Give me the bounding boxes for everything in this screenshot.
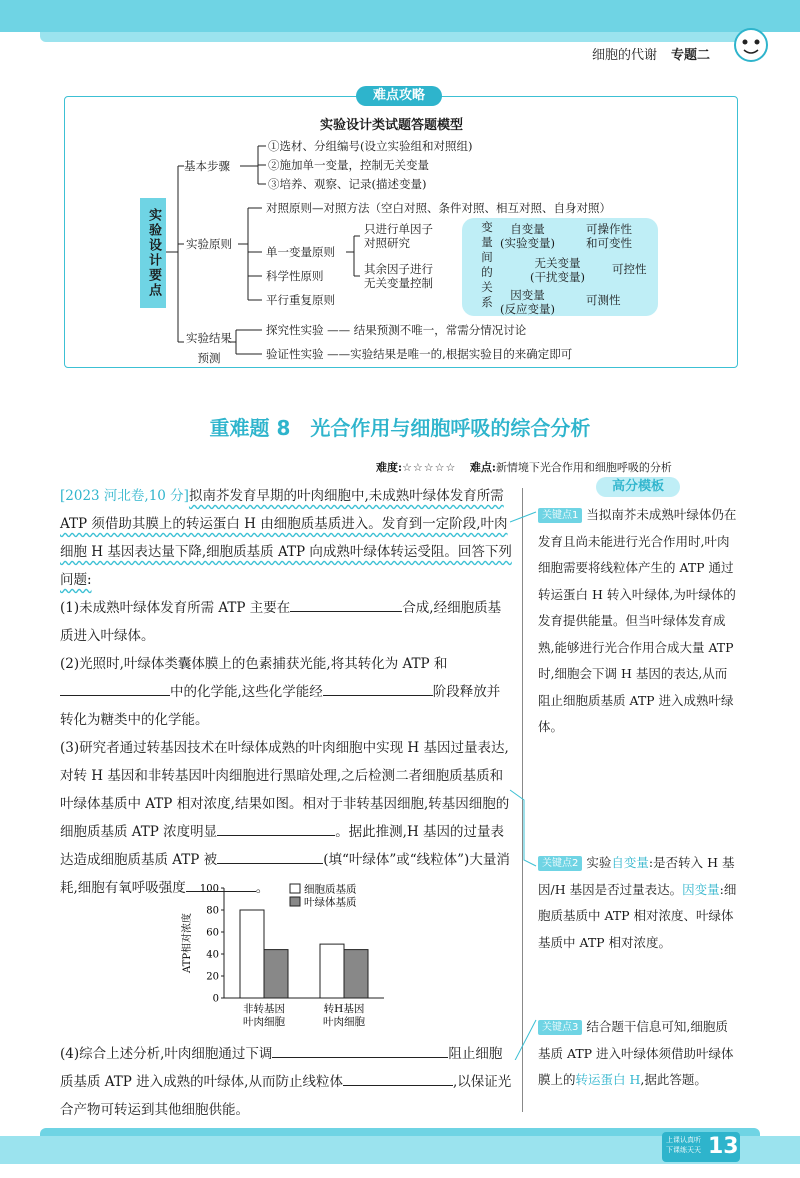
independent-trait-line-1: 可操作性 bbox=[586, 222, 632, 236]
y-tick-label: 100 bbox=[199, 883, 219, 895]
principles-label: 实验原则 bbox=[186, 237, 232, 251]
key-point-2-text-e: :细胞质基质中 ATP 相对浓度、叶绿体基质中 ATP 相对浓度。 bbox=[538, 881, 737, 950]
q2-blank-1[interactable] bbox=[60, 679, 170, 696]
page-number: 13 bbox=[708, 1134, 739, 1159]
model-title: 实验设计类试题答题模型 bbox=[320, 118, 464, 133]
footer-motto bbox=[666, 1135, 701, 1155]
question-4 bbox=[60, 1040, 512, 1124]
y-axis-label: ATP相对浓度 bbox=[182, 912, 193, 974]
x-category-label: 叶肉细胞 bbox=[323, 1016, 365, 1028]
irrelevant-variable-trait: 可控性 bbox=[612, 262, 647, 276]
key-point-2-text-a: 实验 bbox=[586, 855, 612, 870]
connector-lines bbox=[500, 500, 550, 1060]
key-point-1-text: 当拟南芥未成熟叶绿体仍在发育且尚未能进行光合作用时,叶肉细胞需要将线粒体产生的 ATP 通过转运蛋白 H 转入叶绿体,为叶绿体的发育提供能量。但当叶绿体发育成熟,能够进行光合作用合成大量 ATP 时,细胞会下调 H 基因的表达,从而阻止细胞质基质 ATP 进入成熟叶绿体。 bbox=[538, 507, 737, 734]
question-2 bbox=[60, 650, 512, 734]
question-stem-text: 拟南芥发育早期的叶肉细胞中,未成熟叶绿体发育所需 ATP 须借助其膜上的转运蛋白 H 由细胞质基质进入。发育到一定阶段,叶肉细胞 H 基因表达量下降,细胞质基质 ATP 向成熟叶绿体转运受阻。回答下列问题: bbox=[60, 488, 512, 588]
difficulty-stars: ☆☆☆☆☆ bbox=[402, 461, 457, 474]
q1-text-a: (1)未成熟叶绿体发育所需 ATP 主要在 bbox=[60, 600, 291, 616]
key-point-2-text-c: :是否转入 H 基因/H 基因是否过量表达。 bbox=[538, 855, 735, 897]
step-1: ①选材、分组编号(设立实验组和对照组) bbox=[268, 139, 473, 153]
chapter-title: 细胞的代谢 bbox=[592, 48, 658, 63]
topic-label: 专题二 bbox=[671, 48, 711, 63]
key-point-2-badge: 关键点2 bbox=[538, 856, 582, 871]
q2-text-a: (2)光照时,叶绿体类囊体膜上的色素捕获光能,将其转化为 ATP 和 bbox=[60, 656, 448, 672]
question-1 bbox=[60, 594, 512, 650]
predict-label bbox=[186, 328, 232, 368]
predict-line-1: 实验结果 bbox=[186, 331, 232, 345]
difficult-tag: 难点攻略 bbox=[356, 86, 442, 106]
step-2: ②施加单一变量，控制无关变量 bbox=[268, 158, 429, 172]
step-3: ③培养、观察、记录(描述变量) bbox=[268, 177, 427, 191]
q3-text-c: (填“叶绿体”或“线粒体”)大量消耗,细胞有氧呼吸强度 bbox=[60, 852, 510, 896]
q1-blank[interactable] bbox=[290, 595, 402, 612]
single-variable-principle: 单一变量原则 bbox=[266, 245, 335, 259]
repeat-principle: 平行重复原则 bbox=[266, 293, 335, 307]
key-point-3-highlight: 转运蛋白 H bbox=[575, 1072, 641, 1087]
bar-cytoplasm-1 bbox=[320, 944, 344, 998]
y-tick-label: 40 bbox=[206, 949, 219, 961]
key-point-2-independent: 自变量 bbox=[611, 855, 649, 870]
irrelevant-variable bbox=[530, 256, 585, 284]
difficulty-point: 新情境下光合作用和细胞呼吸的分析 bbox=[495, 461, 672, 474]
single-factor-line-1: 只进行单因子 bbox=[364, 222, 433, 236]
q4-text-b: 阻止细胞质基质 ATP 进入成熟的叶绿体,从而防止线粒体 bbox=[60, 1046, 503, 1090]
key-point-2-dependent: 因变量 bbox=[682, 881, 720, 897]
y-tick-label: 20 bbox=[206, 971, 219, 983]
independent-trait-line-2: 和可变性 bbox=[586, 236, 632, 250]
key-point-3-text-a: 结合题干信息可知,细胞质基质 ATP 进入叶绿体须借助叶绿体膜上的 bbox=[538, 1019, 734, 1087]
question-stem bbox=[60, 482, 512, 594]
q4-blank-2[interactable] bbox=[343, 1069, 453, 1086]
difficulty-line bbox=[376, 459, 672, 475]
y-tick-label: 80 bbox=[206, 905, 219, 917]
predict-line-2: 预测 bbox=[197, 351, 221, 365]
bar-cytoplasm-0 bbox=[240, 910, 264, 998]
dependent-variable bbox=[500, 288, 555, 316]
x-category-label: 叶肉细胞 bbox=[243, 1016, 285, 1028]
q2-text-c: 阶段释放并转化为糖类中的化学能。 bbox=[60, 684, 501, 728]
footer-motto-line-2: 下课练天天 bbox=[666, 1146, 701, 1154]
dependent-variable-trait: 可测性 bbox=[586, 293, 621, 307]
main-title: 重难题 8 光合作用与细胞呼吸的综合分析 bbox=[209, 416, 591, 440]
key-point-2 bbox=[538, 850, 738, 956]
q4-text-c: ,以保证光合产物可转运到其他细胞供能。 bbox=[60, 1074, 512, 1118]
irrelevant-control-note bbox=[364, 262, 433, 290]
control-principle: 对照原则—对照方法（空白对照、条件对照、相互对照、自身对照） bbox=[266, 201, 611, 215]
q2-text-b: 中的化学能,这些化学能经 bbox=[170, 684, 323, 700]
independent-variable bbox=[500, 222, 555, 250]
key-point-1 bbox=[538, 502, 738, 741]
q2-blank-2[interactable] bbox=[323, 679, 433, 696]
q3-blank-1[interactable] bbox=[217, 819, 335, 836]
legend-swatch bbox=[290, 897, 300, 906]
question-source: [2023 河北卷,10 分] bbox=[60, 488, 189, 504]
difficulty-point-label: 难点: bbox=[469, 461, 496, 474]
q3-text-d: 。 bbox=[255, 880, 270, 896]
difficulty-label: 难度: bbox=[376, 461, 403, 474]
q4-text-a: (4)综合上述分析,叶肉细胞通过下调 bbox=[60, 1046, 273, 1062]
key-point-3-badge: 关键点3 bbox=[538, 1020, 582, 1035]
legend-label: 叶绿体基质 bbox=[304, 896, 357, 909]
variable-relation-label: 变量间的关系 bbox=[481, 220, 493, 309]
independent-variable-line-2: (实验变量) bbox=[500, 236, 555, 250]
single-factor-line-2: 对照研究 bbox=[364, 236, 410, 250]
irrelevant-variable-line-1: 无关变量 bbox=[534, 256, 581, 270]
irrelevant-variable-line-2: (干扰变量) bbox=[530, 270, 585, 284]
legend-swatch bbox=[290, 884, 300, 893]
basic-steps-label: 基本步骤 bbox=[184, 159, 230, 173]
key-point-1-badge: 关键点1 bbox=[538, 508, 582, 523]
y-tick-label: 60 bbox=[206, 927, 219, 939]
footer-motto-line-1: 上课认真听 bbox=[666, 1136, 701, 1144]
x-category-label: 转H基因 bbox=[323, 1003, 365, 1015]
root-label: 实验设计要点 bbox=[140, 198, 166, 308]
x-category-label: 非转基因 bbox=[243, 1003, 285, 1015]
q1-text-b: 合成,经细胞质基质进入叶绿体。 bbox=[60, 600, 502, 644]
verification-experiment: 验证性实验 ——实验结果是唯一的,根据实验目的来确定即可 bbox=[266, 347, 573, 361]
dependent-variable-line-1: 因变量 bbox=[510, 288, 545, 302]
dependent-variable-line-2: (反应变量) bbox=[500, 302, 555, 316]
legend-label: 细胞质基质 bbox=[304, 883, 357, 896]
single-factor-note bbox=[364, 222, 433, 250]
question-3 bbox=[60, 734, 512, 902]
key-point-3 bbox=[538, 1014, 738, 1094]
template-tag: 高分模板 bbox=[596, 477, 680, 497]
bar-chloroplast-0 bbox=[264, 950, 288, 998]
key-point-3-text-c: ,据此答题。 bbox=[640, 1072, 707, 1087]
q4-blank-1[interactable] bbox=[272, 1041, 448, 1058]
independent-variable-trait bbox=[586, 222, 632, 250]
irrelevant-control-line-1: 其余因子进行 bbox=[364, 262, 433, 276]
irrelevant-control-line-2: 无关变量控制 bbox=[364, 276, 433, 290]
q3-text-b: 。据此推测,H 基因的过量表达造成细胞质基质 ATP 被 bbox=[60, 824, 505, 868]
q3-text-a: (3)研究者通过转基因技术在叶绿体成熟的叶肉细胞中实现 H 基因过量表达,对转 H 基因和非转基因叶肉细胞进行黑暗处理,之后检测二者细胞质基质和叶绿体基质中 ATP 相对浓度,结果如图。相对于非转基因细胞,转基因细胞的细胞质基质 ATP 浓度明显 bbox=[60, 740, 510, 840]
independent-variable-line-1: 自变量 bbox=[510, 222, 545, 236]
y-tick-label: 0 bbox=[212, 993, 219, 1005]
atp-bar-chart bbox=[172, 880, 402, 1040]
q3-blank-2[interactable] bbox=[217, 847, 323, 864]
scientific-principle: 科学性原则 bbox=[266, 269, 324, 283]
bar-chloroplast-1 bbox=[344, 950, 368, 998]
exploratory-experiment: 探究性实验 —— 结果预测不唯一，常需分情况讨论 bbox=[266, 323, 527, 337]
